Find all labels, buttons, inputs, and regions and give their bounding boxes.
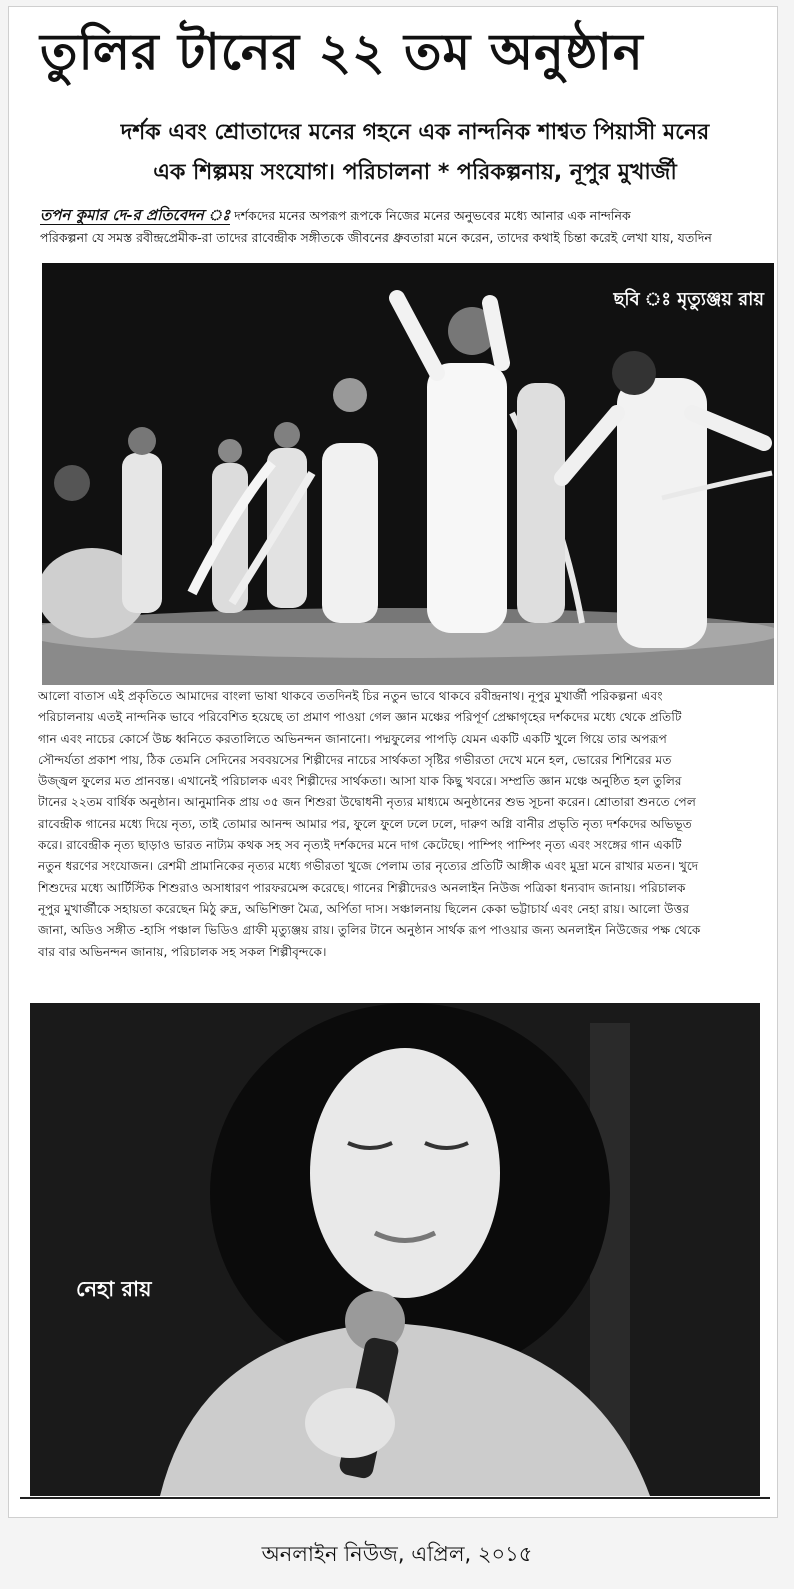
article-body: [38, 686, 778, 963]
subheadline-line-2: এক শিল্পময় সংযোগ। পরিচালনা * পরিকল্পনায়, নূপুর মুখার্জী: [153, 160, 677, 185]
byline: তপন কুমার দে-র প্রতিবেদন ঃ: [40, 206, 231, 224]
singer-portrait-photo: [30, 1003, 760, 1496]
body-line: বার বার অভিনন্দন জানায়, পরিচালক সহ সকল শিল্পীবৃন্দকে।: [38, 944, 327, 959]
body-line: সৌন্দর্যতা প্রকাশ পায়, ঠিক তেমনি সেদিনের সববয়সের শিল্পীদের নাচের সার্থকতা সৃষ্টির গভীরতা দেখে মনে হল, ভোরের শিশিরের মত: [38, 752, 672, 767]
photo-caption: নেহা রায়: [76, 1277, 152, 1301]
body-line: আলো বাতাস এই প্রকৃতিতে আমাদের বাংলা ভাষা থাকবে ততদিনই চির নতুন ভাবে থাকবে রবীন্দ্রনাথ। নূপুর মুখার্জী পরিকল্পনা এবং: [38, 689, 663, 703]
body-line: রাবেন্দ্রীক গানের মধ্যে দিয়ে নৃত্য, তাই তোমার আনন্দ আমার পর, ফুলে ফুলে ঢলে ঢলে, দারুণ অগ্নি বানীর প্রভৃতি নৃত্য দর্শকদের অভিভূত: [38, 816, 692, 831]
dance-performance-photo: [42, 263, 774, 685]
photo-credit: ছবি ঃ মৃত্যুঞ্জয় রায়: [613, 289, 764, 310]
dance-performance-illustration: [42, 263, 774, 685]
body-line: নতুন ধরণের সংযোজন। রেশমী প্রামানিকের নৃত্যর মধ্যে গভীরতা খুজে পেলাম তার নৃত্যের প্রতিটি আঙ্গীক এবং মুদ্রা মনে রাখার মতন। খুদে: [38, 859, 699, 874]
singer-portrait-illustration: [30, 1003, 760, 1496]
intro-line-2: পরিকল্পনা যে সমস্ত রবীন্দ্রপ্রেমীক-রা তাদের রাবেন্দ্রীক সঙ্গীতকে জীবনের ধ্রুবতারা মনে করেন, তাদের কথাই চিন্তা করেই লেখা যায়, যতদিন: [40, 230, 712, 245]
body-line: গান এবং নাচের কোর্সে উচ্চ ধ্বনিতে করতালিতে অভিনন্দন জানানো। পদ্মফুলের পাপড়ি যেমন একটি একটি খুলে গিয়ে তার অপরূপ: [38, 731, 667, 746]
intro-line-1: দর্শকদের মনের অপরূপ রূপকে নিজের মনের অনুভবের মধ্যে আনার এক নান্দনিক: [234, 208, 631, 223]
body-line: শিশুদের মধ্যে আর্টিস্টিক শিশুরাও অসাধারণ পারফরমেন্স করেছে। গানের শিল্পীদেরও অনলাইন নিউজ পত্রিকা ধন্যবাদ জানায়। পরিচালক: [38, 880, 686, 895]
bottom-rule: [20, 1497, 770, 1499]
body-line: টানের ২২তম বার্ষিক অনুষ্ঠান। আনুমানিক প্রায় ৩৫ জন শিশুরা উদ্বোধনী নৃত্যর মাধ্যমে অনুষ্ঠানের শুভ সূচনা করেন। শ্রোতারা শুনতে পেল: [38, 795, 696, 810]
body-line: জানা, অডিও সঙ্গীত -হাসি পঞ্চাল ভিডিও গ্রাফী মৃত্যুঞ্জয় রায়। তুলির টানে অনুষ্ঠান সার্থক রূপ পাওয়ার জন্য অনলাইন নিউজের পক্ষ থেকে: [38, 923, 701, 938]
publication-footer: অনলাইন নিউজ, এপ্রিল, ২০১৫: [261, 1542, 533, 1566]
intro-paragraph: [40, 204, 780, 249]
body-line: উজ্জ্বল ফুলের মত প্রানবন্ত। এখানেই পরিচালক এবং শিল্পীদের সার্থকতা। আসা যাক কিছু খবরে। সম্প্রতি জ্ঞান মঞ্চে অনুষ্ঠিত হল তুলির: [38, 774, 682, 789]
subheadline-line-1: দর্শক এবং শ্রোতাদের মনের গহনে এক নান্দনিক শাশ্বত পিয়াসী মনের: [120, 120, 710, 145]
body-line: নূপুর মুখার্জীকে সহায়তা করেছেন মিঠু রুদ্র, অভিশিক্তা মৈত্র, অর্পিতা দাস। সঞ্চালনায় ছিলেন কেকা ভট্টাচার্য এবং নেহা রায়। আলো উত্তর: [38, 901, 690, 916]
body-line: করে। রাবেন্দ্রীক নৃত্য ছাড়াও ভারত নাট্যম কথক সহ সব নৃত্যই দর্শকদের মনে দাগ কেটেছে। পাম্পিং পাম্পিং নৃত্য এবং সংঙ্গের গান একটি: [38, 838, 682, 853]
headline: তুলির টানের ২২ তম অনুষ্ঠান: [40, 22, 644, 81]
body-line: পরিচালনায় এতই নান্দনিক ভাবে পরিবেশিত হয়েছে তা প্রমাণ পাওয়া গেল জ্ঞান মঞ্চের পরিপূর্ণ প্রেক্ষাগৃহের দর্শকদের মধ্যে থেকে প্রতিটি: [38, 710, 682, 725]
